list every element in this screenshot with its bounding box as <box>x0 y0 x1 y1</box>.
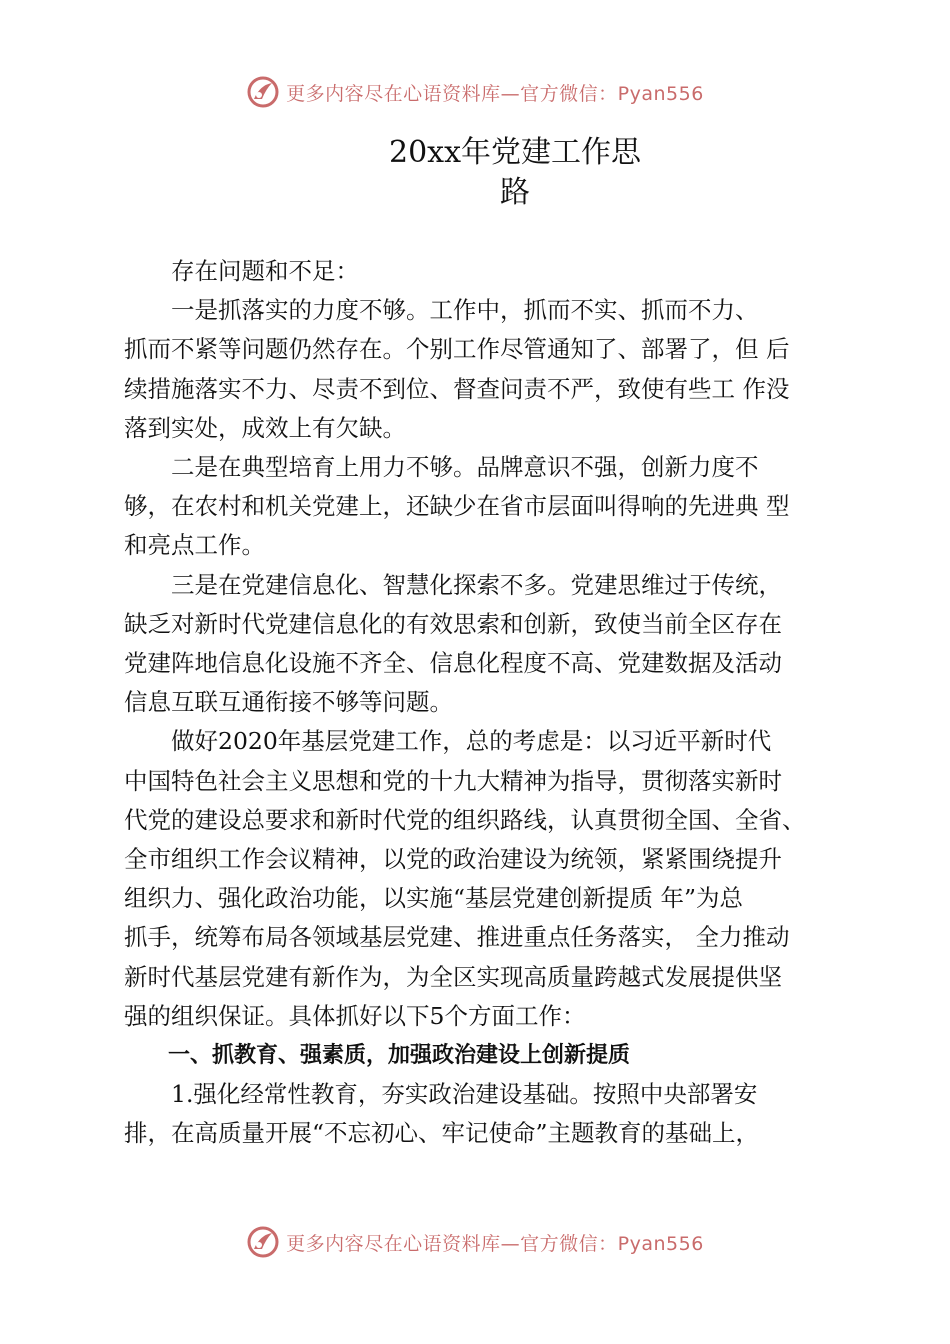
section-heading-bold: 一、抓教育、强素质，加强政治建设上创新提质 <box>168 1043 631 1069</box>
paragraph-line: 1.强化经常性教育，夯实政治建设基础。按照中央部署安 <box>171 1080 758 1109</box>
brush-logo-icon <box>246 1225 280 1259</box>
paragraph-line: 落到实处，成效上有欠缺。 <box>124 413 406 442</box>
paragraph-line: 中国特色社会主义思想和党的十九大精神为指导，贯彻落实新时 <box>124 766 782 795</box>
document-body <box>124 252 864 1154</box>
paragraph-line: 全市组织工作会议精神，以党的政治建设为统领，紧紧围绕提升 <box>124 845 782 874</box>
paragraph-line: 抓手，统筹布局各领域基层党建、推进重点任务落实， 全力推动 <box>124 923 790 952</box>
paragraph-line: 代党的建设总要求和新时代党的组织路线，认真贯彻全国、全省、 <box>124 805 806 834</box>
paragraph-line: 信息互联互通衔接不够等问题。 <box>124 688 453 717</box>
paragraph-line: 抓而不紧等问题仍然存在。个别工作尽管通知了、部署了，但 后 <box>124 335 790 364</box>
paragraph-line: 缺乏对新时代党建信息化的有效思索和创新，致使当前全区存在 <box>124 609 782 638</box>
paragraph-line: 够，在农村和机关党建上，还缺少在省市层面叫得响的先进典 型 <box>124 492 790 521</box>
watermark-text: 更多内容尽在心语资料库—官方微信：Pyan556 <box>286 82 704 105</box>
paragraph-line: 二是在典型培育上用力不够。品牌意识不强，创新力度不 <box>171 453 759 482</box>
paragraph-line: 三是在党建信息化、智慧化探索不多。党建思维过于传统， <box>171 570 782 599</box>
paragraph-line: 和亮点工作。 <box>124 531 265 560</box>
paragraph-line: 新时代基层党建有新作为，为全区实现高质量跨越式发展提供坚 <box>124 962 782 991</box>
paragraph-line: 强的组织保证。具体抓好以下5个方面工作： <box>124 1001 586 1030</box>
document-title <box>360 133 670 213</box>
paragraph-line: 排，在高质量开展“不忘初心、牢记使命”主题教育的基础上， <box>124 1119 760 1148</box>
watermark-banner-bottom <box>0 1222 950 1262</box>
section-heading: 存在问题和不足： <box>171 257 359 285</box>
brush-logo-icon <box>246 75 280 109</box>
watermark-banner-top <box>0 72 950 112</box>
title-line-2: 路 <box>500 175 530 210</box>
paragraph-line: 续措施落实不力、尽责不到位、督查问责不严，致使有些工 作没 <box>124 374 790 403</box>
paragraph-line: 党建阵地信息化设施不齐全、信息化程度不高、党建数据及活动 <box>124 649 782 678</box>
title-line-1: 20xx年党建工作思 <box>388 135 641 170</box>
paragraph-line: 做好2020年基层党建工作，总的考虑是：以习近平新时代 <box>171 727 772 756</box>
paragraph-line: 一是抓落实的力度不够。工作中，抓而不实、抓而不力、 <box>171 296 759 325</box>
paragraph-line: 组织力、强化政治功能，以实施“基层党建创新提质 年”为总 <box>124 884 743 913</box>
watermark-text: 更多内容尽在心语资料库—官方微信：Pyan556 <box>286 1232 704 1255</box>
